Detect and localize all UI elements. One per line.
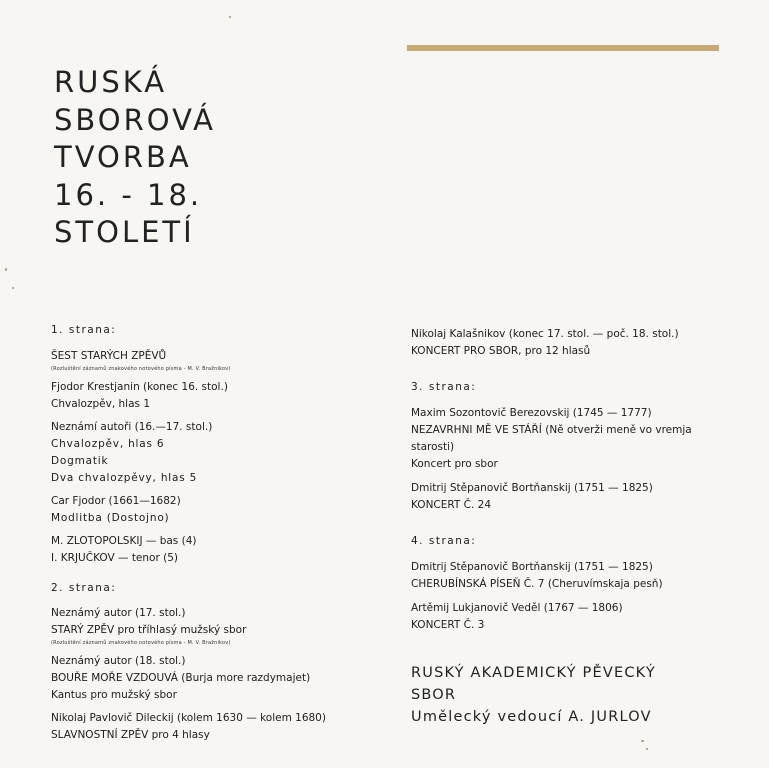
title-line: RUSKÁ xyxy=(54,65,168,99)
track-entry xyxy=(51,379,371,413)
dust-speck xyxy=(12,287,14,289)
track-entry xyxy=(51,493,371,527)
title-line: 16. - 18. xyxy=(54,177,203,212)
transcription-note: (Rozluštění záznamů znakového notového písma - M. V. Bražnikov) xyxy=(51,640,231,646)
choir-name: RUSKÝ AKADEMICKÝ PĚVECKÝ xyxy=(411,665,656,681)
track-entry xyxy=(411,326,731,360)
track-title: SLAVNOSTNÍ ZPĚV pro 4 hlasy xyxy=(51,729,210,741)
title-line: SBOROVÁ xyxy=(54,102,216,137)
track-entry xyxy=(51,605,371,647)
track-entry xyxy=(411,600,731,634)
track-composer: Artěmij Lukjanovič Veděl (1767 — 1806) xyxy=(411,602,623,614)
dust-speck xyxy=(5,268,7,271)
track-composer: Car Fjodor (1661—1682) xyxy=(51,495,181,507)
tracklist-right-column xyxy=(411,326,731,634)
album-title xyxy=(54,64,216,252)
track-composer: Dmitrij Stěpanovič Bortňanskij (1751 — 1825) xyxy=(411,482,653,494)
track-title: CHERUBÍNSKÁ PÍSEŇ Č. 7 (Cheruvímskaja pesň) xyxy=(411,578,663,590)
track-entry xyxy=(411,559,731,593)
choir-name: SBOR xyxy=(411,687,457,703)
track-title: Dogmatik xyxy=(51,455,109,467)
track-entry xyxy=(51,348,371,373)
track-title: STARÝ ZPĚV pro tříhlasý mužský sbor xyxy=(51,624,247,636)
track-composer: Nikolaj Kalašnikov (konec 17. stol. — poč. 18. stol.) xyxy=(411,328,679,340)
track-title: NEZAVRHNI MĚ VE STÁŘÍ (Ně otverži meně vo vremja starosti) xyxy=(411,424,692,453)
track-title: ŠEST STARÝCH ZPĚVŮ xyxy=(51,350,167,362)
track-title: KONCERT Č. 3 xyxy=(411,619,485,631)
track-composer: Nikolaj Pavlovič Dileckij (kolem 1630 — kolem 1680) xyxy=(51,712,326,724)
dust-speck xyxy=(641,740,644,742)
track-description: Kantus pro mužský sbor xyxy=(51,689,177,701)
side-4-heading: 4. strana: xyxy=(411,535,477,547)
track-entry xyxy=(51,710,371,744)
title-line: STOLETÍ xyxy=(54,215,195,249)
gold-decorative-bar xyxy=(407,45,719,51)
track-composer: Maxim Sozontovič Berezovskij (1745 — 1777) xyxy=(411,407,652,419)
track-title: KONCERT PRO SBOR, pro 12 hlasů xyxy=(411,345,591,357)
title-line: TVORBA xyxy=(54,140,192,174)
track-title: Dva chvalozpěvy, hlas 5 xyxy=(51,472,198,484)
track-composer: Neznámý autor (17. stol.) xyxy=(51,607,186,619)
choir-director: Umělecký vedoucí A. JURLOV xyxy=(411,709,652,725)
track-title: BOUŘE MOŘE VZDOUVÁ (Burja more razdymajet) xyxy=(51,672,311,684)
side-2-heading: 2. strana: xyxy=(51,582,117,594)
track-entry xyxy=(51,653,371,704)
track-composer: Neznámí autoři (16.—17. stol.) xyxy=(51,421,213,433)
soloist: M. ZLOTOPOLSKIJ — bas (4) xyxy=(51,535,197,547)
track-title: Chvalozpěv, hlas 1 xyxy=(51,398,150,410)
side-3-heading: 3. strana: xyxy=(411,381,477,393)
track-composer: Neznámý autor (18. stol.) xyxy=(51,655,186,667)
dust-speck xyxy=(646,748,648,750)
track-entry xyxy=(411,405,731,473)
transcription-note: (Rozluštění záznamů znakového notového písma - M. V. Bražnikov) xyxy=(51,366,231,372)
soloist: I. KRJUČKOV — tenor (5) xyxy=(51,552,178,564)
track-description: Koncert pro sbor xyxy=(411,458,498,470)
soloists xyxy=(51,533,371,567)
track-title: KONCERT Č. 24 xyxy=(411,499,492,511)
track-composer: Dmitrij Stěpanovič Bortňanskij (1751 — 1825) xyxy=(411,561,653,573)
side-1-heading: 1. strana: xyxy=(51,324,117,336)
track-title: Modlitba (Dostojno) xyxy=(51,512,170,524)
track-title: Chvalozpěv, hlas 6 xyxy=(51,438,165,450)
dust-speck xyxy=(229,16,231,18)
choir-credit xyxy=(411,662,751,728)
track-entry xyxy=(411,480,731,514)
track-composer: Fjodor Krestjanin (konec 16. stol.) xyxy=(51,381,228,393)
track-entry xyxy=(51,419,371,487)
tracklist-left-column xyxy=(51,322,371,744)
